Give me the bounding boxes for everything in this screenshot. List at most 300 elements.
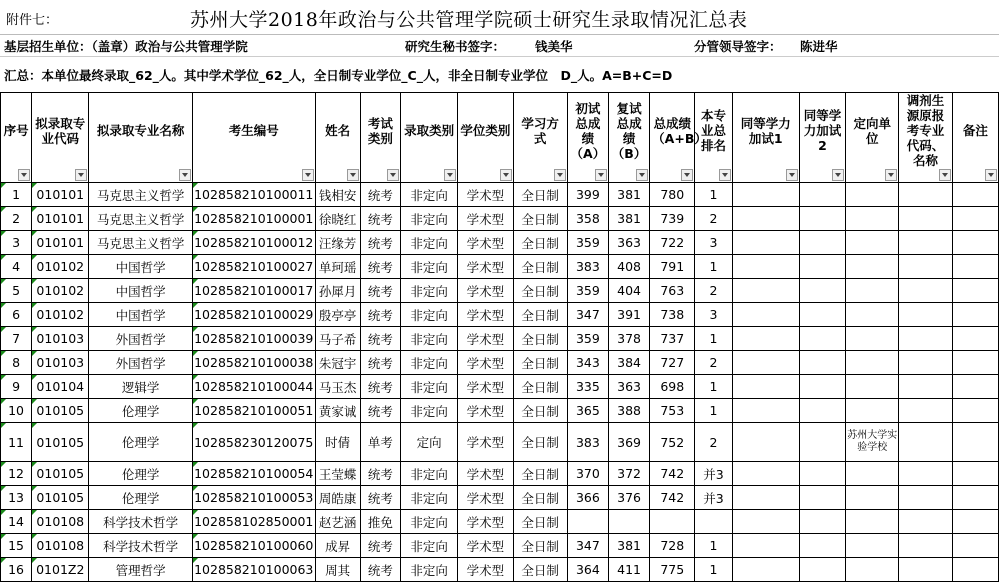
filter-dropdown-icon[interactable] xyxy=(347,169,359,181)
row-number-cell[interactable]: 4 xyxy=(1,255,32,279)
candidate-name-cell[interactable]: 周皓康 xyxy=(315,486,360,510)
major-name-cell[interactable]: 科学技术哲学 xyxy=(89,534,193,558)
major-name-cell[interactable]: 马克思主义哲学 xyxy=(89,231,193,255)
transfer-info-cell[interactable] xyxy=(899,399,952,423)
degree-type-cell[interactable]: 学术型 xyxy=(458,231,513,255)
rank-cell[interactable]: 2 xyxy=(695,207,732,231)
sponsor-unit-cell[interactable] xyxy=(846,534,899,558)
retest-score-cell[interactable]: 391 xyxy=(608,303,649,327)
admission-type-cell[interactable]: 非定向 xyxy=(400,255,457,279)
major-name-cell[interactable]: 逻辑学 xyxy=(89,375,193,399)
extra-exam-1-cell[interactable] xyxy=(732,399,799,423)
retest-score-cell[interactable] xyxy=(608,510,649,534)
filter-dropdown-icon[interactable] xyxy=(387,169,399,181)
rank-cell[interactable]: 1 xyxy=(695,399,732,423)
major-name-cell[interactable]: 伦理学 xyxy=(89,399,193,423)
major-code-cell[interactable]: 0101Z2 xyxy=(32,558,89,582)
filter-dropdown-icon[interactable] xyxy=(444,169,456,181)
degree-type-cell[interactable]: 学术型 xyxy=(458,510,513,534)
total-score-cell[interactable]: 737 xyxy=(650,327,695,351)
major-code-cell[interactable]: 010105 xyxy=(32,423,89,462)
rank-cell[interactable]: 并3 xyxy=(695,486,732,510)
study-mode-cell[interactable]: 全日制 xyxy=(513,510,567,534)
total-score-cell[interactable]: 698 xyxy=(650,375,695,399)
remark-cell[interactable] xyxy=(952,423,998,462)
study-mode-cell[interactable]: 全日制 xyxy=(513,375,567,399)
row-number-cell[interactable]: 16 xyxy=(1,558,32,582)
sponsor-unit-cell[interactable] xyxy=(846,486,899,510)
admission-type-cell[interactable]: 非定向 xyxy=(400,486,457,510)
transfer-info-cell[interactable] xyxy=(899,255,952,279)
retest-score-cell[interactable]: 378 xyxy=(608,327,649,351)
major-code-cell[interactable]: 010101 xyxy=(32,183,89,207)
exam-type-cell[interactable]: 统考 xyxy=(360,399,400,423)
rank-cell[interactable]: 1 xyxy=(695,327,732,351)
major-name-cell[interactable]: 马克思主义哲学 xyxy=(89,183,193,207)
admission-type-cell[interactable]: 定向 xyxy=(400,423,457,462)
sponsor-unit-cell[interactable] xyxy=(846,399,899,423)
candidate-name-cell[interactable]: 周其 xyxy=(315,558,360,582)
sponsor-unit-cell[interactable] xyxy=(846,255,899,279)
rank-cell[interactable]: 1 xyxy=(695,183,732,207)
sponsor-unit-cell[interactable] xyxy=(846,558,899,582)
exam-type-cell[interactable]: 推免 xyxy=(360,510,400,534)
filter-dropdown-icon[interactable] xyxy=(554,169,566,181)
total-score-cell[interactable] xyxy=(650,510,695,534)
transfer-info-cell[interactable] xyxy=(899,303,952,327)
extra-exam-1-cell[interactable] xyxy=(732,207,799,231)
extra-exam-2-cell[interactable] xyxy=(799,534,845,558)
extra-exam-1-cell[interactable] xyxy=(732,510,799,534)
rank-cell[interactable]: 1 xyxy=(695,255,732,279)
sponsor-unit-cell[interactable] xyxy=(846,279,899,303)
major-name-cell[interactable]: 科学技术哲学 xyxy=(89,510,193,534)
initial-score-cell[interactable]: 359 xyxy=(567,231,608,255)
candidate-name-cell[interactable]: 时倩 xyxy=(315,423,360,462)
extra-exam-2-cell[interactable] xyxy=(799,351,845,375)
major-code-cell[interactable]: 010105 xyxy=(32,399,89,423)
candidate-name-cell[interactable]: 朱冠宇 xyxy=(315,351,360,375)
exam-type-cell[interactable]: 统考 xyxy=(360,183,400,207)
study-mode-cell[interactable]: 全日制 xyxy=(513,207,567,231)
retest-score-cell[interactable]: 404 xyxy=(608,279,649,303)
total-score-cell[interactable]: 775 xyxy=(650,558,695,582)
degree-type-cell[interactable]: 学术型 xyxy=(458,351,513,375)
retest-score-cell[interactable]: 411 xyxy=(608,558,649,582)
admission-type-cell[interactable]: 非定向 xyxy=(400,462,457,486)
candidate-id-cell[interactable]: 102858210100054 xyxy=(192,462,315,486)
exam-type-cell[interactable]: 统考 xyxy=(360,486,400,510)
retest-score-cell[interactable]: 372 xyxy=(608,462,649,486)
study-mode-cell[interactable]: 全日制 xyxy=(513,183,567,207)
study-mode-cell[interactable]: 全日制 xyxy=(513,423,567,462)
remark-cell[interactable] xyxy=(952,303,998,327)
total-score-cell[interactable]: 728 xyxy=(650,534,695,558)
degree-type-cell[interactable]: 学术型 xyxy=(458,207,513,231)
extra-exam-1-cell[interactable] xyxy=(732,423,799,462)
retest-score-cell[interactable]: 376 xyxy=(608,486,649,510)
major-code-cell[interactable]: 010103 xyxy=(32,351,89,375)
initial-score-cell[interactable]: 335 xyxy=(567,375,608,399)
extra-exam-1-cell[interactable] xyxy=(732,279,799,303)
exam-type-cell[interactable]: 统考 xyxy=(360,255,400,279)
transfer-info-cell[interactable] xyxy=(899,534,952,558)
study-mode-cell[interactable]: 全日制 xyxy=(513,327,567,351)
rank-cell[interactable]: 1 xyxy=(695,558,732,582)
row-number-cell[interactable]: 6 xyxy=(1,303,32,327)
sponsor-unit-cell[interactable] xyxy=(846,375,899,399)
admission-type-cell[interactable]: 非定向 xyxy=(400,279,457,303)
transfer-info-cell[interactable] xyxy=(899,183,952,207)
candidate-name-cell[interactable]: 成昇 xyxy=(315,534,360,558)
transfer-info-cell[interactable] xyxy=(899,231,952,255)
initial-score-cell[interactable] xyxy=(567,510,608,534)
candidate-name-cell[interactable]: 单珂瑶 xyxy=(315,255,360,279)
rank-cell[interactable]: 3 xyxy=(695,303,732,327)
major-code-cell[interactable]: 010102 xyxy=(32,303,89,327)
candidate-name-cell[interactable]: 徐晓红 xyxy=(315,207,360,231)
retest-score-cell[interactable]: 381 xyxy=(608,207,649,231)
filter-dropdown-icon[interactable] xyxy=(985,169,997,181)
remark-cell[interactable] xyxy=(952,462,998,486)
extra-exam-2-cell[interactable] xyxy=(799,207,845,231)
transfer-info-cell[interactable] xyxy=(899,207,952,231)
exam-type-cell[interactable]: 单考 xyxy=(360,423,400,462)
extra-exam-1-cell[interactable] xyxy=(732,462,799,486)
transfer-info-cell[interactable] xyxy=(899,279,952,303)
study-mode-cell[interactable]: 全日制 xyxy=(513,558,567,582)
extra-exam-2-cell[interactable] xyxy=(799,279,845,303)
retest-score-cell[interactable]: 381 xyxy=(608,534,649,558)
major-name-cell[interactable]: 管理哲学 xyxy=(89,558,193,582)
row-number-cell[interactable]: 2 xyxy=(1,207,32,231)
candidate-id-cell[interactable]: 102858210100011 xyxy=(192,183,315,207)
initial-score-cell[interactable]: 365 xyxy=(567,399,608,423)
extra-exam-2-cell[interactable] xyxy=(799,231,845,255)
retest-score-cell[interactable]: 369 xyxy=(608,423,649,462)
remark-cell[interactable] xyxy=(952,558,998,582)
extra-exam-1-cell[interactable] xyxy=(732,183,799,207)
candidate-id-cell[interactable]: 102858210100063 xyxy=(192,558,315,582)
row-number-cell[interactable]: 11 xyxy=(1,423,32,462)
row-number-cell[interactable]: 7 xyxy=(1,327,32,351)
row-number-cell[interactable]: 10 xyxy=(1,399,32,423)
rank-cell[interactable]: 并3 xyxy=(695,462,732,486)
extra-exam-1-cell[interactable] xyxy=(732,255,799,279)
major-code-cell[interactable]: 010102 xyxy=(32,279,89,303)
rank-cell[interactable]: 2 xyxy=(695,351,732,375)
filter-dropdown-icon[interactable] xyxy=(681,169,693,181)
extra-exam-1-cell[interactable] xyxy=(732,303,799,327)
initial-score-cell[interactable]: 359 xyxy=(567,279,608,303)
extra-exam-2-cell[interactable] xyxy=(799,399,845,423)
total-score-cell[interactable]: 791 xyxy=(650,255,695,279)
extra-exam-2-cell[interactable] xyxy=(799,183,845,207)
extra-exam-1-cell[interactable] xyxy=(732,486,799,510)
retest-score-cell[interactable]: 408 xyxy=(608,255,649,279)
degree-type-cell[interactable]: 学术型 xyxy=(458,255,513,279)
exam-type-cell[interactable]: 统考 xyxy=(360,231,400,255)
candidate-id-cell[interactable]: 102858210100044 xyxy=(192,375,315,399)
major-code-cell[interactable]: 010101 xyxy=(32,231,89,255)
major-code-cell[interactable]: 010108 xyxy=(32,510,89,534)
degree-type-cell[interactable]: 学术型 xyxy=(458,486,513,510)
study-mode-cell[interactable]: 全日制 xyxy=(513,462,567,486)
candidate-id-cell[interactable]: 102858210100029 xyxy=(192,303,315,327)
retest-score-cell[interactable]: 381 xyxy=(608,183,649,207)
filter-dropdown-icon[interactable] xyxy=(939,169,951,181)
extra-exam-2-cell[interactable] xyxy=(799,423,845,462)
major-name-cell[interactable]: 伦理学 xyxy=(89,423,193,462)
total-score-cell[interactable]: 752 xyxy=(650,423,695,462)
remark-cell[interactable] xyxy=(952,510,998,534)
rank-cell[interactable]: 1 xyxy=(695,534,732,558)
candidate-id-cell[interactable]: 102858210100053 xyxy=(192,486,315,510)
major-name-cell[interactable]: 外国哲学 xyxy=(89,327,193,351)
exam-type-cell[interactable]: 统考 xyxy=(360,375,400,399)
sponsor-unit-cell[interactable] xyxy=(846,303,899,327)
candidate-id-cell[interactable]: 102858210100027 xyxy=(192,255,315,279)
sponsor-unit-cell[interactable] xyxy=(846,327,899,351)
study-mode-cell[interactable]: 全日制 xyxy=(513,255,567,279)
candidate-id-cell[interactable]: 102858210100012 xyxy=(192,231,315,255)
major-name-cell[interactable]: 中国哲学 xyxy=(89,255,193,279)
extra-exam-2-cell[interactable] xyxy=(799,327,845,351)
degree-type-cell[interactable]: 学术型 xyxy=(458,279,513,303)
degree-type-cell[interactable]: 学术型 xyxy=(458,423,513,462)
initial-score-cell[interactable]: 347 xyxy=(567,534,608,558)
extra-exam-2-cell[interactable] xyxy=(799,303,845,327)
candidate-id-cell[interactable]: 102858102850001 xyxy=(192,510,315,534)
candidate-name-cell[interactable]: 王莹蝶 xyxy=(315,462,360,486)
retest-score-cell[interactable]: 388 xyxy=(608,399,649,423)
study-mode-cell[interactable]: 全日制 xyxy=(513,303,567,327)
filter-dropdown-icon[interactable] xyxy=(595,169,607,181)
study-mode-cell[interactable]: 全日制 xyxy=(513,351,567,375)
degree-type-cell[interactable]: 学术型 xyxy=(458,399,513,423)
exam-type-cell[interactable]: 统考 xyxy=(360,534,400,558)
candidate-id-cell[interactable]: 102858210100038 xyxy=(192,351,315,375)
rank-cell[interactable]: 2 xyxy=(695,279,732,303)
initial-score-cell[interactable]: 347 xyxy=(567,303,608,327)
candidate-name-cell[interactable]: 钱相安 xyxy=(315,183,360,207)
study-mode-cell[interactable]: 全日制 xyxy=(513,279,567,303)
candidate-id-cell[interactable]: 102858210100017 xyxy=(192,279,315,303)
initial-score-cell[interactable]: 383 xyxy=(567,423,608,462)
admission-type-cell[interactable]: 非定向 xyxy=(400,207,457,231)
exam-type-cell[interactable]: 统考 xyxy=(360,303,400,327)
filter-dropdown-icon[interactable] xyxy=(719,169,731,181)
candidate-id-cell[interactable]: 102858210100051 xyxy=(192,399,315,423)
major-code-cell[interactable]: 010102 xyxy=(32,255,89,279)
degree-type-cell[interactable]: 学术型 xyxy=(458,303,513,327)
row-number-cell[interactable]: 8 xyxy=(1,351,32,375)
filter-dropdown-icon[interactable] xyxy=(18,169,30,181)
exam-type-cell[interactable]: 统考 xyxy=(360,351,400,375)
major-name-cell[interactable]: 中国哲学 xyxy=(89,303,193,327)
transfer-info-cell[interactable] xyxy=(899,558,952,582)
remark-cell[interactable] xyxy=(952,279,998,303)
major-name-cell[interactable]: 外国哲学 xyxy=(89,351,193,375)
extra-exam-2-cell[interactable] xyxy=(799,510,845,534)
exam-type-cell[interactable]: 统考 xyxy=(360,327,400,351)
row-number-cell[interactable]: 14 xyxy=(1,510,32,534)
extra-exam-1-cell[interactable] xyxy=(732,231,799,255)
filter-dropdown-icon[interactable] xyxy=(885,169,897,181)
study-mode-cell[interactable]: 全日制 xyxy=(513,231,567,255)
extra-exam-1-cell[interactable] xyxy=(732,327,799,351)
total-score-cell[interactable]: 742 xyxy=(650,462,695,486)
extra-exam-2-cell[interactable] xyxy=(799,255,845,279)
extra-exam-2-cell[interactable] xyxy=(799,462,845,486)
row-number-cell[interactable]: 3 xyxy=(1,231,32,255)
degree-type-cell[interactable]: 学术型 xyxy=(458,558,513,582)
retest-score-cell[interactable]: 384 xyxy=(608,351,649,375)
sponsor-unit-cell[interactable] xyxy=(846,462,899,486)
extra-exam-2-cell[interactable] xyxy=(799,558,845,582)
filter-dropdown-icon[interactable] xyxy=(302,169,314,181)
extra-exam-1-cell[interactable] xyxy=(732,351,799,375)
initial-score-cell[interactable]: 358 xyxy=(567,207,608,231)
study-mode-cell[interactable]: 全日制 xyxy=(513,486,567,510)
initial-score-cell[interactable]: 366 xyxy=(567,486,608,510)
remark-cell[interactable] xyxy=(952,486,998,510)
major-code-cell[interactable]: 010101 xyxy=(32,207,89,231)
candidate-id-cell[interactable]: 102858210100060 xyxy=(192,534,315,558)
admission-type-cell[interactable]: 非定向 xyxy=(400,303,457,327)
admission-type-cell[interactable]: 非定向 xyxy=(400,375,457,399)
candidate-name-cell[interactable]: 汪缘芳 xyxy=(315,231,360,255)
admission-type-cell[interactable]: 非定向 xyxy=(400,231,457,255)
remark-cell[interactable] xyxy=(952,255,998,279)
admission-type-cell[interactable]: 非定向 xyxy=(400,399,457,423)
remark-cell[interactable] xyxy=(952,351,998,375)
candidate-name-cell[interactable]: 殷亭亭 xyxy=(315,303,360,327)
retest-score-cell[interactable]: 363 xyxy=(608,375,649,399)
degree-type-cell[interactable]: 学术型 xyxy=(458,375,513,399)
initial-score-cell[interactable]: 399 xyxy=(567,183,608,207)
candidate-name-cell[interactable]: 黄家诚 xyxy=(315,399,360,423)
sponsor-unit-cell[interactable] xyxy=(846,231,899,255)
candidate-name-cell[interactable]: 马玉杰 xyxy=(315,375,360,399)
admission-type-cell[interactable]: 非定向 xyxy=(400,183,457,207)
major-name-cell[interactable]: 伦理学 xyxy=(89,462,193,486)
remark-cell[interactable] xyxy=(952,534,998,558)
sponsor-unit-cell[interactable]: 苏州大学实验学校 xyxy=(846,423,899,462)
extra-exam-2-cell[interactable] xyxy=(799,375,845,399)
degree-type-cell[interactable]: 学术型 xyxy=(458,462,513,486)
exam-type-cell[interactable]: 统考 xyxy=(360,462,400,486)
admission-type-cell[interactable]: 非定向 xyxy=(400,534,457,558)
extra-exam-2-cell[interactable] xyxy=(799,486,845,510)
sponsor-unit-cell[interactable] xyxy=(846,183,899,207)
major-name-cell[interactable]: 伦理学 xyxy=(89,486,193,510)
admission-type-cell[interactable]: 非定向 xyxy=(400,351,457,375)
total-score-cell[interactable]: 739 xyxy=(650,207,695,231)
candidate-name-cell[interactable]: 孙犀月 xyxy=(315,279,360,303)
extra-exam-1-cell[interactable] xyxy=(732,534,799,558)
exam-type-cell[interactable]: 统考 xyxy=(360,279,400,303)
extra-exam-1-cell[interactable] xyxy=(732,375,799,399)
transfer-info-cell[interactable] xyxy=(899,351,952,375)
row-number-cell[interactable]: 9 xyxy=(1,375,32,399)
major-code-cell[interactable]: 010105 xyxy=(32,486,89,510)
major-name-cell[interactable]: 马克思主义哲学 xyxy=(89,207,193,231)
remark-cell[interactable] xyxy=(952,375,998,399)
transfer-info-cell[interactable] xyxy=(899,423,952,462)
filter-dropdown-icon[interactable] xyxy=(75,169,87,181)
filter-dropdown-icon[interactable] xyxy=(500,169,512,181)
study-mode-cell[interactable]: 全日制 xyxy=(513,399,567,423)
degree-type-cell[interactable]: 学术型 xyxy=(458,534,513,558)
exam-type-cell[interactable]: 统考 xyxy=(360,207,400,231)
sponsor-unit-cell[interactable] xyxy=(846,351,899,375)
remark-cell[interactable] xyxy=(952,207,998,231)
admission-type-cell[interactable]: 非定向 xyxy=(400,510,457,534)
transfer-info-cell[interactable] xyxy=(899,327,952,351)
transfer-info-cell[interactable] xyxy=(899,510,952,534)
total-score-cell[interactable]: 763 xyxy=(650,279,695,303)
initial-score-cell[interactable]: 364 xyxy=(567,558,608,582)
total-score-cell[interactable]: 722 xyxy=(650,231,695,255)
extra-exam-1-cell[interactable] xyxy=(732,558,799,582)
candidate-name-cell[interactable]: 赵艺涵 xyxy=(315,510,360,534)
total-score-cell[interactable]: 780 xyxy=(650,183,695,207)
row-number-cell[interactable]: 5 xyxy=(1,279,32,303)
total-score-cell[interactable]: 727 xyxy=(650,351,695,375)
major-code-cell[interactable]: 010103 xyxy=(32,327,89,351)
rank-cell[interactable] xyxy=(695,510,732,534)
rank-cell[interactable]: 1 xyxy=(695,375,732,399)
rank-cell[interactable]: 2 xyxy=(695,423,732,462)
degree-type-cell[interactable]: 学术型 xyxy=(458,327,513,351)
row-number-cell[interactable]: 12 xyxy=(1,462,32,486)
sponsor-unit-cell[interactable] xyxy=(846,510,899,534)
row-number-cell[interactable]: 1 xyxy=(1,183,32,207)
study-mode-cell[interactable]: 全日制 xyxy=(513,534,567,558)
degree-type-cell[interactable]: 学术型 xyxy=(458,183,513,207)
total-score-cell[interactable]: 753 xyxy=(650,399,695,423)
transfer-info-cell[interactable] xyxy=(899,375,952,399)
major-code-cell[interactable]: 010105 xyxy=(32,462,89,486)
remark-cell[interactable] xyxy=(952,231,998,255)
admission-type-cell[interactable]: 非定向 xyxy=(400,327,457,351)
major-name-cell[interactable]: 中国哲学 xyxy=(89,279,193,303)
filter-dropdown-icon[interactable] xyxy=(636,169,648,181)
filter-dropdown-icon[interactable] xyxy=(832,169,844,181)
retest-score-cell[interactable]: 363 xyxy=(608,231,649,255)
transfer-info-cell[interactable] xyxy=(899,462,952,486)
exam-type-cell[interactable]: 统考 xyxy=(360,558,400,582)
admission-type-cell[interactable]: 非定向 xyxy=(400,558,457,582)
filter-dropdown-icon[interactable] xyxy=(786,169,798,181)
total-score-cell[interactable]: 742 xyxy=(650,486,695,510)
major-code-cell[interactable]: 010104 xyxy=(32,375,89,399)
initial-score-cell[interactable]: 370 xyxy=(567,462,608,486)
remark-cell[interactable] xyxy=(952,399,998,423)
candidate-id-cell[interactable]: 102858210100001 xyxy=(192,207,315,231)
remark-cell[interactable] xyxy=(952,183,998,207)
row-number-cell[interactable]: 15 xyxy=(1,534,32,558)
sponsor-unit-cell[interactable] xyxy=(846,207,899,231)
remark-cell[interactable] xyxy=(952,327,998,351)
major-code-cell[interactable]: 010108 xyxy=(32,534,89,558)
candidate-id-cell[interactable]: 102858230120075 xyxy=(192,423,315,462)
initial-score-cell[interactable]: 359 xyxy=(567,327,608,351)
row-number-cell[interactable]: 13 xyxy=(1,486,32,510)
total-score-cell[interactable]: 738 xyxy=(650,303,695,327)
initial-score-cell[interactable]: 383 xyxy=(567,255,608,279)
